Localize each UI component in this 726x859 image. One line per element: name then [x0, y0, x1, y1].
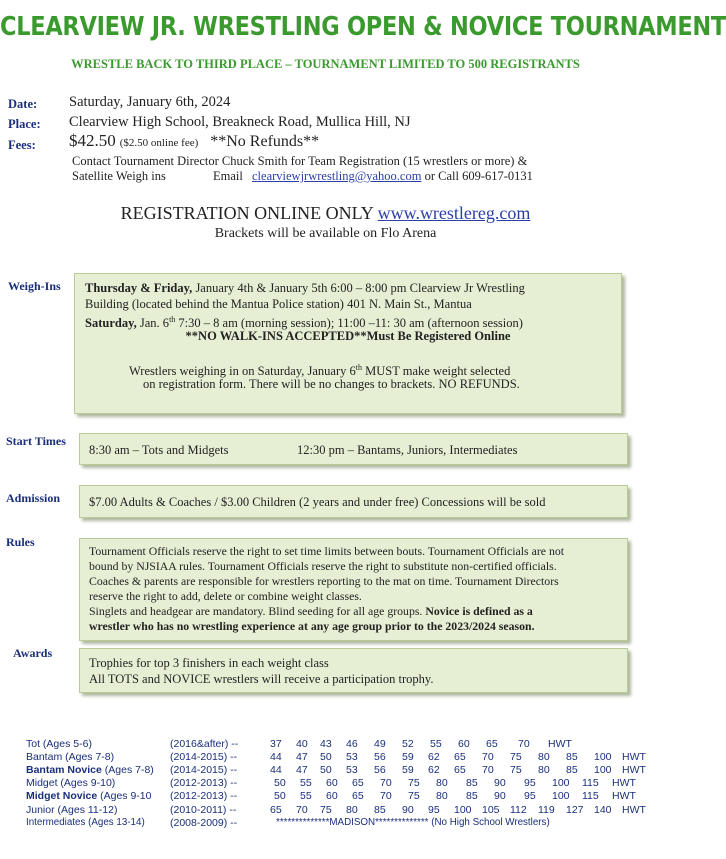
- weight-value: 85: [374, 804, 386, 816]
- weight-class-name: Midget Novice (Ages 9-10: [26, 790, 152, 802]
- weight-value: 65: [352, 777, 364, 789]
- rules-text: Tournament Officials reserve the right to set time limits between bouts. Tournament Officials are not bound by NJSIAA rules. Tournament Officials reserve the right to substitute non-certified officials. Coaches & parents are responsible for wrestlers reporting to the mat on time. Tournament Directors reserve the right to add, delete or combine weight classes. Singlets and headgear are mandatory. Blind seeding for all age groups. Novice is defined as a wrestler who has no wrestling experience at any age group prior to the 2023/2024 season.: [89, 544, 565, 633]
- place-label: Place:: [8, 117, 41, 131]
- contact-line-2: [72, 169, 533, 184]
- admission-box: [79, 485, 628, 518]
- weight-value: 105: [482, 804, 500, 816]
- fees-no-refunds: **No Refunds**: [210, 133, 320, 150]
- weight-value: 70: [296, 804, 308, 816]
- weight-value: 55: [300, 790, 312, 802]
- weight-value: HWT: [612, 790, 636, 802]
- admission-label: Admission: [6, 491, 61, 505]
- weight-value: 75: [408, 790, 420, 802]
- weight-value: HWT: [622, 804, 646, 816]
- weight-value: 112: [510, 804, 527, 816]
- brackets-note: Brackets will be available on Flo Arena: [214, 226, 437, 241]
- weight-value: 70: [482, 751, 494, 763]
- weight-value: 65: [270, 804, 282, 816]
- registration-link[interactable]: www.wrestlereg.com: [377, 203, 531, 223]
- fees-price: $42.50: [69, 131, 116, 150]
- weight-value: 53: [346, 751, 358, 763]
- weight-value: 49: [374, 738, 386, 750]
- weight-value: 40: [296, 738, 308, 750]
- weight-value: 85: [466, 790, 478, 802]
- weighins-label: Weigh-Ins: [8, 279, 61, 293]
- date-value: Saturday, January 6th, 2024: [69, 94, 231, 110]
- weight-value: 50: [274, 790, 286, 802]
- no-walkins-notice: **NO WALK-INS ACCEPTED**Must Be Registered Online: [185, 329, 511, 343]
- awards-line-2: All TOTS and NOVICE wrestlers will receive a participation trophy.: [89, 672, 434, 686]
- weight-value: 65: [454, 751, 466, 763]
- weight-value: HWT: [622, 751, 646, 763]
- weight-value: 60: [326, 777, 338, 789]
- weight-class-years: (2012-2013) --: [170, 777, 238, 789]
- weight-value: 65: [454, 764, 466, 776]
- tournament-title: CLEARVIEW JR. WRESTLING OPEN & NOVICE TOURNAMENT: [0, 12, 726, 42]
- weight-value: 55: [430, 738, 442, 750]
- weight-value: 75: [320, 804, 332, 816]
- fees-online: ($2.50 online fee): [119, 137, 199, 149]
- weight-value: 90: [402, 804, 414, 816]
- weight-class-name: Tot (Ages 5-6): [26, 738, 92, 750]
- weight-value: 75: [408, 777, 420, 789]
- weight-value: 62: [428, 751, 440, 763]
- weight-class-name: Bantam (Ages 7-8): [26, 751, 115, 763]
- weight-value: 100: [552, 777, 570, 789]
- weight-value: 100: [594, 764, 612, 776]
- weight-value: HWT: [622, 764, 646, 776]
- weighins-line-3: Saturday, Jan. 6th 7:30 – 8 am (morning session); 11:00 –11: 30 am (afternoon session): [85, 315, 523, 331]
- weight-value: 90: [494, 777, 506, 789]
- weight-value: 127: [566, 804, 584, 816]
- weight-class-years: (2014-2015) --: [170, 751, 238, 763]
- awards-line-1: Trophies for top 3 finishers in each weight class: [89, 656, 329, 670]
- admission-text: $7.00 Adults & Coaches / $3.00 Children (2 years and under free) Concessions will be sold: [89, 495, 546, 509]
- weight-class-years: (2010-2011) --: [170, 804, 237, 816]
- weight-value: HWT: [612, 777, 636, 789]
- weight-value: 85: [566, 764, 578, 776]
- start-time-afternoon: 12:30 pm – Bantams, Juniors, Intermediates: [297, 443, 518, 457]
- weight-value: 80: [436, 790, 448, 802]
- rules-label: Rules: [6, 535, 35, 549]
- weight-value: 55: [300, 777, 312, 789]
- weight-value: 95: [524, 777, 536, 789]
- place-value: Clearview High School, Breakneck Road, Mullica Hill, NJ: [69, 114, 411, 130]
- weight-value: 85: [566, 751, 578, 763]
- start-times-box: [79, 433, 628, 465]
- weight-class-years: (2012-2013) --: [170, 790, 238, 802]
- weight-value: 44: [270, 764, 282, 776]
- weight-class-years: (2008-2009) --: [170, 817, 238, 829]
- rules-box: [79, 538, 628, 641]
- weight-value: 80: [436, 777, 448, 789]
- weight-value: 47: [296, 751, 308, 763]
- weight-value: 119: [538, 804, 555, 816]
- weight-value: 60: [326, 790, 338, 802]
- weighins-line-6: on registration form. There will be no changes to brackets. NO REFUNDS.: [143, 377, 520, 391]
- registration-text: REGISTRATION ONLINE ONLY: [120, 203, 374, 223]
- weight-value: 100: [594, 751, 612, 763]
- weighins-line-5: Wrestlers weighing in on Saturday, January 6th MUST make weight selected: [129, 363, 511, 379]
- weight-value: **************MADISON************** (No High School Wrestlers): [276, 817, 550, 828]
- weight-value: 52: [402, 738, 414, 750]
- awards-label: Awards: [13, 646, 53, 660]
- weight-value: 140: [594, 804, 612, 816]
- weight-value: 37: [270, 738, 282, 750]
- email-label: Email: [213, 169, 243, 183]
- weight-value: 65: [352, 790, 364, 802]
- awards-box: [79, 648, 628, 693]
- weight-value: 70: [482, 764, 494, 776]
- fees-line: [69, 131, 319, 151]
- weight-value: 59: [402, 751, 414, 763]
- weight-class-name: Bantam Novice (Ages 7-8): [26, 764, 154, 776]
- weight-value: 60: [458, 738, 470, 750]
- weight-value: 75: [510, 751, 522, 763]
- weight-value: 47: [296, 764, 308, 776]
- weight-value: 80: [538, 764, 550, 776]
- weight-value: 53: [346, 764, 358, 776]
- email-link[interactable]: clearviewjrwrestling@yahoo.com: [252, 169, 422, 183]
- weight-value: 80: [538, 751, 550, 763]
- weight-value: 70: [518, 738, 530, 750]
- weight-value: 56: [374, 764, 386, 776]
- weight-value: 62: [428, 764, 440, 776]
- weight-value: 50: [320, 764, 332, 776]
- date-label: Date:: [8, 97, 38, 111]
- registration-line: [0, 203, 651, 224]
- weight-value: 115: [582, 777, 599, 789]
- weight-value: 75: [510, 764, 522, 776]
- weighins-box: [74, 273, 622, 414]
- weight-value: 46: [346, 738, 358, 750]
- weight-class-years: (2016&after) --: [170, 738, 239, 750]
- weight-value: HWT: [548, 738, 572, 750]
- weighins-line-1: Thursday & Friday, January 4th & January 5th 6:00 – 8:00 pm Clearview Jr Wrestling: [85, 281, 525, 295]
- weight-value: 90: [494, 790, 506, 802]
- satellite-weighins: Satellite Weigh ins: [72, 169, 166, 183]
- weight-class-name: Intermediates (Ages 13-14): [26, 817, 145, 828]
- weight-value: 56: [374, 751, 386, 763]
- weight-value: 43: [320, 738, 332, 750]
- tournament-subtitle: WRESTLE BACK TO THIRD PLACE – TOURNAMENT LIMITED TO 500 REGISTRANTS: [71, 57, 580, 71]
- weight-value: 50: [320, 751, 332, 763]
- weight-class-name: Junior (Ages 11-12): [26, 804, 118, 816]
- fees-label: Fees:: [8, 138, 36, 152]
- weight-value: 100: [552, 790, 570, 802]
- weight-class-name: Midget (Ages 9-10): [26, 777, 116, 789]
- weight-value: 70: [380, 777, 392, 789]
- weight-value: 115: [582, 790, 599, 802]
- weight-value: 95: [428, 804, 440, 816]
- contact-line-1: Contact Tournament Director Chuck Smith for Team Registration (15 wrestlers or more) &: [72, 154, 528, 168]
- phone-text: or Call 609-617-0131: [424, 169, 533, 183]
- weight-value: 85: [466, 777, 478, 789]
- weight-value: 65: [486, 738, 498, 750]
- weight-value: 70: [380, 790, 392, 802]
- weight-value: 50: [274, 777, 286, 789]
- weight-value: 44: [270, 751, 282, 763]
- weight-class-years: (2014-2015) --: [170, 764, 238, 776]
- weight-value: 95: [524, 790, 536, 802]
- start-time-morning: 8:30 am – Tots and Midgets: [89, 443, 229, 457]
- weighins-line-2: Building (located behind the Mantua Police station) 401 N. Main St., Mantua: [85, 297, 472, 311]
- weight-value: 80: [346, 804, 358, 816]
- weight-value: 100: [454, 804, 472, 816]
- start-times-label: Start Times: [6, 434, 66, 448]
- weight-value: 59: [402, 764, 414, 776]
